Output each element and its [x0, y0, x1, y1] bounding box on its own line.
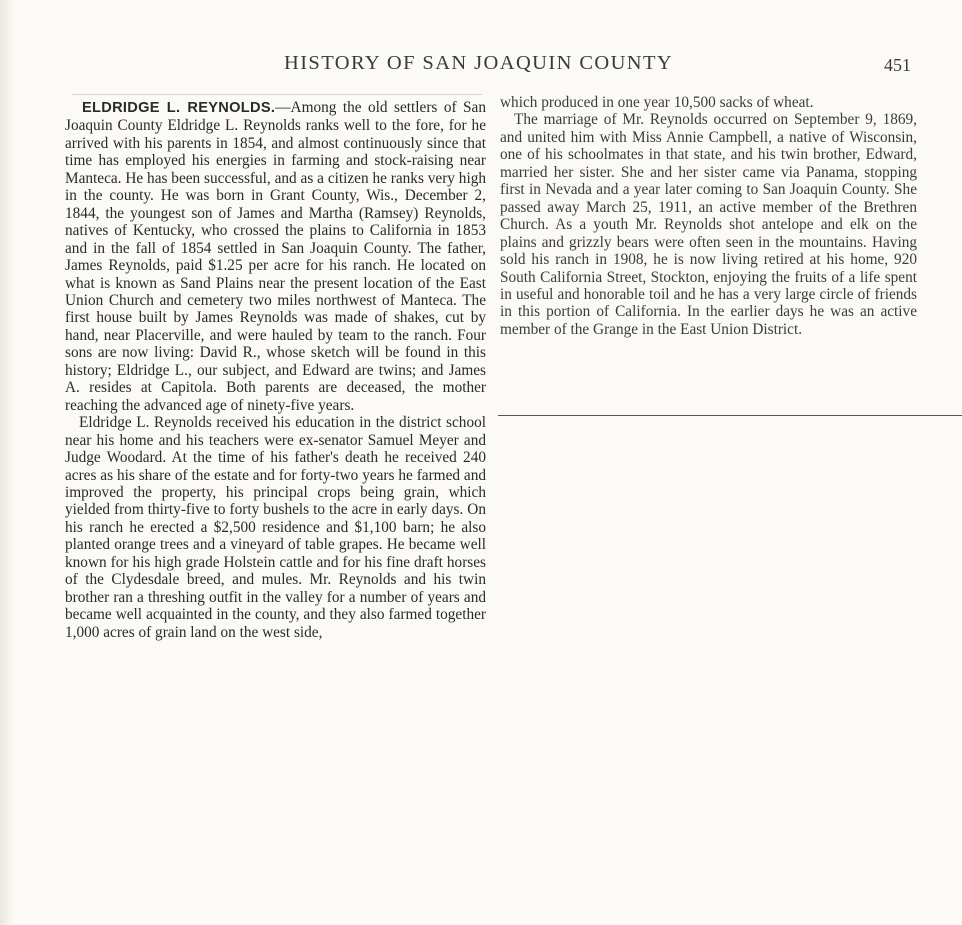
biography-paragraph: Eldridge L. Reynolds received his education in the district school near his home and his teachers were ex-senator Samuel Meyer and Judge Woodard. At the time of his father's death he received 240 acres as his share of the estate and for forty-two years he farmed and improved the property, his principal crops being grain, which yielded from thirty-five to forty bushels to the acre in early days. On his ranch he erected a $2,500 residence and $1,100 barn; he also planted orange trees and a vineyard of table grapes. He became well known for his high grade Holstein cattle and for his fine draft horses of the Clydesdale breed, and mules. Mr. Reynolds and his twin brother ran a threshing outfit in the valley for a number of years and became well acquainted in the county, and they also farmed together 1,000 acres of grain land on the west side,	[65, 414, 486, 641]
biography-paragraph	[65, 99, 486, 414]
biography-paragraph: which produced in one year 10,500 sacks of wheat.	[500, 94, 814, 111]
subject-name: ELDRIDGE L. REYNOLDS.	[82, 100, 276, 116]
page-gutter-shadow	[0, 0, 14, 925]
header-rule	[72, 94, 482, 95]
left-column	[65, 99, 486, 641]
paragraph-text: —Among the old settlers of San Joaquin County Eldridge L. Reynolds ranks well to the fore, for he arrived with his parents in 1854, and almost continuously since that time has employed his energies in farming and stock-raising near Manteca. He has been successful, and as a citizen he ranks very high in the county. He was born in Grant County, Wis., December 2, 1844, the youngest son of James and Martha (Ramsey) Reynolds, natives of Kentucky, who crossed the plains to California in 1853 and in the fall of 1854 settled in San Joaquin County. The father, James Reynolds, paid $1.25 per acre for his ranch. He located on what is known as Sand Plains near the present location of the East Union Church and cemetery two miles northwest of Manteca. The first house built by James Reynolds was made of shakes, cut by hand, near Placerville, and were hauled by team to the ranch. Four sons are now living: David R., whose sketch will be found in this history; Eldridge L., our subject, and Edward are twins; and James A. resides at Capitola. Both parents are deceased, the mother reaching the advanced age of ninety-five years.	[65, 99, 486, 414]
right-column	[500, 94, 917, 338]
biography-paragraph: The marriage of Mr. Reynolds occurred on September 9, 1869, and united him with Miss Annie Campbell, a native of Wisconsin, one of his schoolmates in that state, and his twin brother, Edward, married her sister. She and her sister came via Panama, stopping first in Nevada and a year later coming to San Joaquin County. She passed away March 25, 1911, an active member of the Brethren Church. As a youth Mr. Reynolds shot antelope and elk on the plains and grizzly bears were often seen in the mountains. Having sold his ranch in 1908, he is now living retired at his home, 920 South California Street, Stockton, enjoying the fruits of a life spent in useful and honorable toil and he has a very large circle of friends in this portion of California. In the earlier days he was an active member of the Grange in the East Union District.	[500, 111, 917, 338]
page-number: 451	[884, 55, 911, 75]
article-end-rule	[498, 415, 962, 416]
running-title: HISTORY OF SAN JOAQUIN COUNTY	[284, 52, 674, 74]
page-header	[0, 52, 962, 78]
